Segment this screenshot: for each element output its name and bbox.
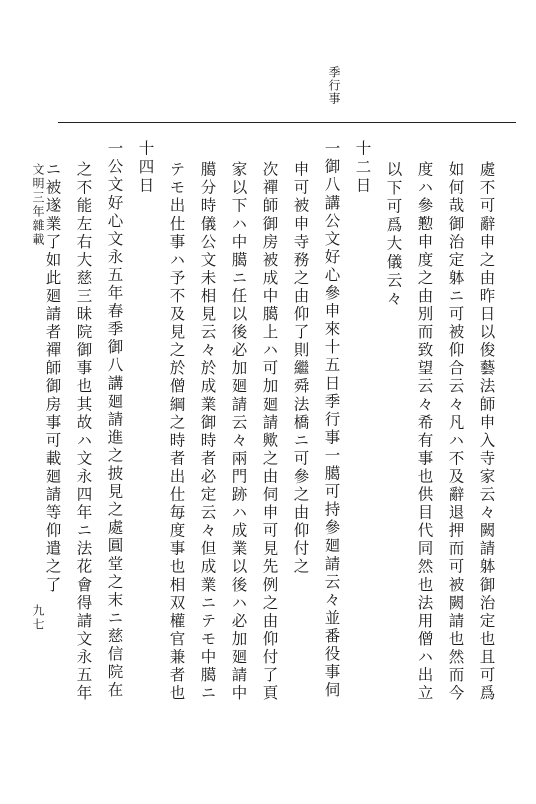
text-column: 次禪師御房被成中臈上ハ可加廻請歟之由伺申可見先例之由仰付了頁 [260,161,279,703]
text-column: 以下可爲大儀云々 [384,161,403,309]
text-column: 度ハ參懃申度之由別而致望云々希有事也供目代同然也法用僧ハ出立 [415,161,434,703]
text-column: 一御八講公文好心參申來十五日季行事一臈可持參廻請云々並番役事伺 [322,140,341,700]
text-column: 申可被申寺務之由仰了則繼舜法橋ニ可參之由仰付之 [291,161,310,577]
text-column: ニ被遂業了如此廻請者禪師御房事可載廻請等仰遣之了 [43,161,62,595]
text-column: 家以下ハ中臈ニ任以後必加廻請云々兩門跡ハ成業以後ハ必加廻請中 [229,161,248,703]
section-date-heading: 十四日 [136,140,155,196]
header-rule [58,122,516,123]
running-header-title: 季行事 [327,66,341,105]
section-date-heading: 十二日 [353,140,372,196]
text-column: テモ出仕事ハ予不及見之於僧綱之時者出仕毎度事也相双權官兼者也 [167,161,186,703]
page-number: 九七 [31,604,45,632]
text-column: 之不能左右大慈三昧院御事也其故ハ文永四年ニ法花會得請文永五年 [74,161,93,703]
text-column: 處不可辭申之由昨日以俊藝法師申入寺家云々闕請躰御治定也且可爲 [477,161,496,703]
book-title: 文明三年雜載 [31,163,45,247]
text-column: 如何哉御治定躰ニ可被仰合云々凡ハ不及辭退押而可被闕請也然而今 [446,161,465,703]
text-column: 一公文好心文永五年春季御八講廻請進之披見之處圓堂之末ニ慈信院在 [105,140,124,700]
text-column: 臈分時儀公文未相見云々於成業御時者必定云々但成業ニテモ中臈ニ [198,161,217,703]
